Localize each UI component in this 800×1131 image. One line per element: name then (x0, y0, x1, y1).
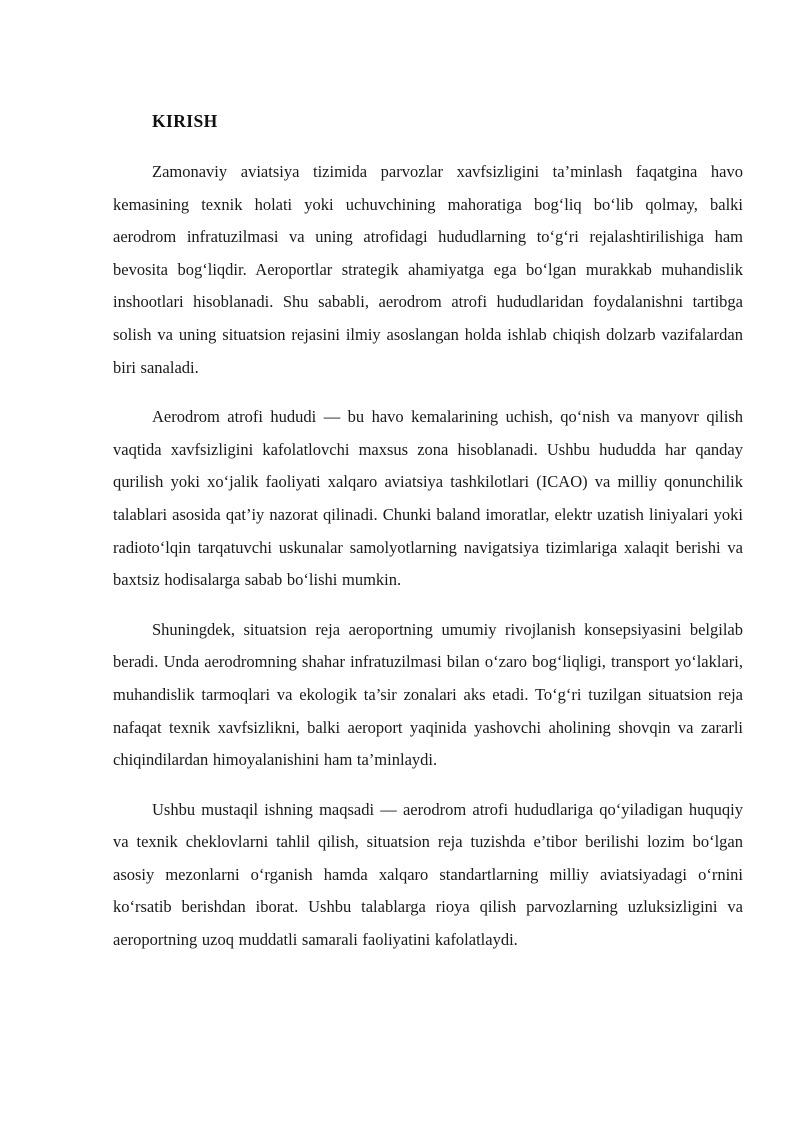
paragraph-3: Shuningdek, situatsion reja aeroportning umumiy rivojlanish konsepsiyasini belgilab beradi. Unda aerodromning shahar infratuzilmasi bilan o‘zaro bog‘liqligi, transport yo‘laklari, muhandislik tarmoqlari va ekologik ta’sir zonalari aks etadi. To‘g‘ri tuzilgan situatsion reja nafaqat texnik xavfsizlikni, balki aeroport yaqinida yashovchi aholining shovqin va zararli chiqindilardan himoyalanishini ham ta’minlaydi. (113, 619, 743, 770)
section-heading: KIRISH (152, 111, 218, 131)
paragraph-1: Zamonaviy aviatsiya tizimida parvozlar xavfsizligini ta’minlash faqatgina havo kemasining texnik holati yoki uchuvchining mahoratiga bog‘liq bo‘lib qolmay, balki aerodrom infratuzilmasi va uning atrofidagi hududlarning to‘g‘ri rejalashtirilishiga ham bevosita bog‘liqdir. Aeroportlar strategik ahamiyatga ega bo‘lgan murakkab muhandislik inshootlari hisoblanadi. Shu sababli, aerodrom atrofi hududlaridan foydalanishni tartibga solish va uning situatsion rejasini ilmiy asoslangan holda ishlab chiqish dolzarb vazifalardan biri sanaladi. (113, 162, 743, 377)
paragraph-2: Aerodrom atrofi hududi — bu havo kemalarining uchish, qo‘nish va manyovr qilish vaqtida xavfsizligini kafolatlovchi maxsus zona hisoblanadi. Ushbu hududda har qanday qurilish yoki xo‘jalik faoliyati xalqaro aviatsiya tashkilotlari (ICAO) va milliy qonunchilik talablari asosida qat’iy nazorat qilinadi. Chunki baland imoratlar, elektr uzatish liniyalari yoki radioto‘lqin tarqatuvchi uskunalar samolyotlarning navigatsiya tizimlariga xalaqit berishi va baxtsiz hodisalarga sabab bo‘lishi mumkin. (113, 407, 743, 590)
page-content (113, 108, 743, 957)
paragraph-4: Ushbu mustaqil ishning maqsadi — aerodrom atrofi hududlariga qo‘yiladigan huquqiy va texnik cheklovlarni tahlil qilish, situatsion reja tuzishda e’tibor berilishi lozim bo‘lgan asosiy mezonlarni o‘rganish hamda xalqaro standartlarning milliy aviatsiyadagi o‘rnini ko‘rsatib berishdan iborat. Ushbu talablarga rioya qilish parvozlarning uzluksizligini va aeroportning uzoq muddatli samarali faoliyatini kafolatlaydi. (113, 799, 743, 950)
